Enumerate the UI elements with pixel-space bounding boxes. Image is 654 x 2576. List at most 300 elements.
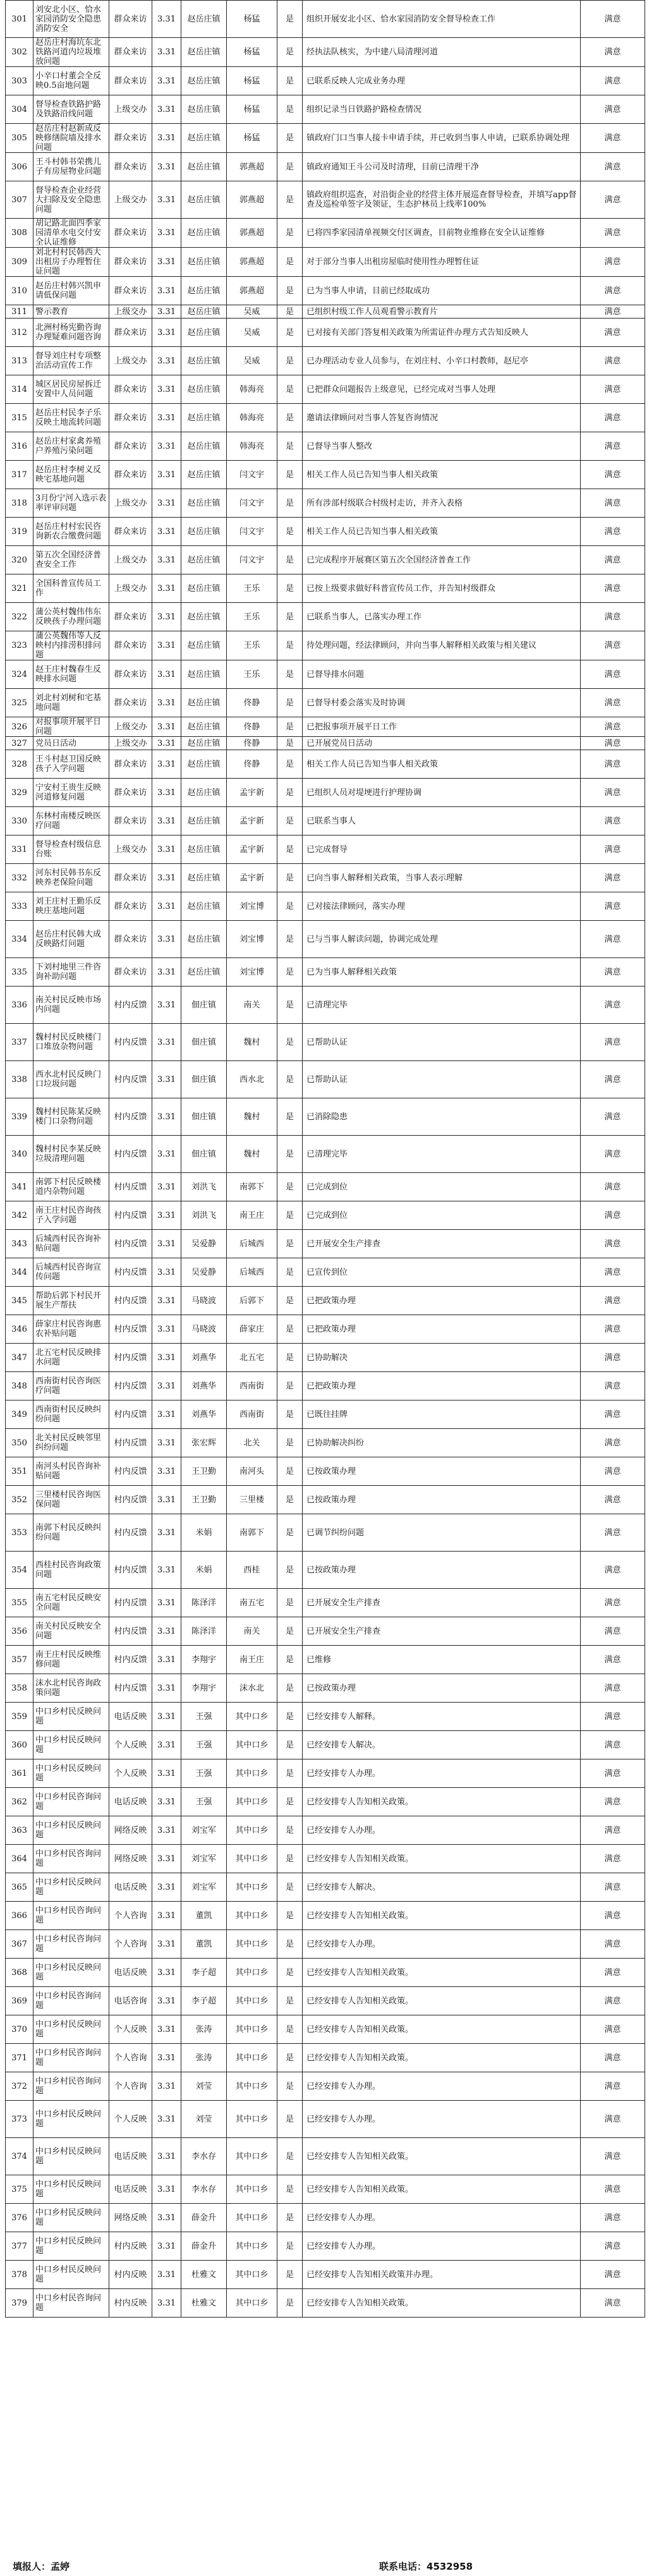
handler-unit-cell: 赵岳庄镇 (181, 95, 227, 124)
handler-unit-cell: 赵岳庄镇 (181, 153, 227, 181)
resolved-cell: 是 (277, 1959, 303, 1987)
satisfaction-cell: 满意 (581, 2138, 645, 2175)
date-cell: 3.31 (152, 1372, 181, 1400)
result-cell: 已经安排专人办理。 (303, 2101, 581, 2138)
source-cell: 村内反馈 (109, 1230, 152, 1258)
issue-cell: 东林村南楼反映医疗问题 (33, 807, 109, 835)
result-cell: 已开展安全生产排查 (303, 1589, 581, 1617)
table-row (6, 95, 645, 124)
table-row (6, 1457, 645, 1486)
resolved-cell: 是 (277, 546, 303, 574)
handler-person-cell: 其中口乡 (227, 1816, 277, 1845)
resolved-cell: 是 (277, 892, 303, 921)
issue-cell: 警示教育 (33, 305, 109, 319)
table-row (6, 2044, 645, 2072)
handler-unit-cell: 吴爱静 (181, 1258, 227, 1287)
handler-unit-cell: 陈泽洋 (181, 1617, 227, 1646)
result-cell: 已经安排专人办理。 (303, 1759, 581, 1788)
table-row (6, 987, 645, 1024)
result-cell: 已按上级要求做好科普宣传员工作，并告知村级群众 (303, 574, 581, 603)
handler-unit-cell: 赵岳庄镇 (181, 807, 227, 835)
result-cell: 已完成到位 (303, 1173, 581, 1201)
issue-cell: 刘北村村民韩西大出租房子办理暂住证问题 (33, 248, 109, 277)
issue-cell: 下刘村地里三件咨询补助问题 (33, 958, 109, 987)
row-number-cell: 329 (6, 779, 33, 807)
handler-person-cell: 闫文宇 (227, 461, 277, 489)
source-cell: 村内反馈 (109, 987, 152, 1024)
satisfaction-cell: 满意 (581, 1617, 645, 1646)
table-row (6, 1201, 645, 1230)
resolved-cell: 是 (277, 1759, 303, 1788)
table-row (6, 1845, 645, 1873)
issue-cell: 赵岳庄村民李子乐反映土地流转问题 (33, 404, 109, 432)
date-cell: 3.31 (152, 95, 181, 124)
resolved-cell: 是 (277, 1098, 303, 1136)
issue-cell: 赵岳庄村赵新成反映修缮院墙及排水问题 (33, 124, 109, 153)
row-number-cell: 330 (6, 807, 33, 835)
handler-unit-cell: 赵岳庄镇 (181, 319, 227, 347)
date-cell: 3.31 (152, 1201, 181, 1230)
resolved-cell: 是 (277, 1344, 303, 1372)
source-cell: 群众来访 (109, 319, 152, 347)
handler-unit-cell: 董凯 (181, 1930, 227, 1959)
row-number-cell: 352 (6, 1486, 33, 1514)
row-number-cell: 319 (6, 518, 33, 546)
result-cell: 已经安排专人告知相关政策。 (303, 2015, 581, 2044)
handler-unit-cell: 赵岳庄镇 (181, 750, 227, 779)
date-cell: 3.31 (152, 2044, 181, 2072)
table-row (6, 1873, 645, 1902)
handler-person-cell: 其中口乡 (227, 2204, 277, 2232)
source-cell: 村内反映 (109, 2232, 152, 2261)
row-number-cell: 324 (6, 660, 33, 689)
satisfaction-cell: 满意 (581, 1845, 645, 1873)
satisfaction-cell: 满意 (581, 1287, 645, 1315)
date-cell: 3.31 (152, 1457, 181, 1486)
source-cell: 个人咨询 (109, 1902, 152, 1930)
handler-unit-cell: 赵岳庄镇 (181, 375, 227, 404)
table-row (6, 779, 645, 807)
issue-cell: 三里楼村民咨询医保问题 (33, 1486, 109, 1514)
row-number-cell: 312 (6, 319, 33, 347)
satisfaction-cell: 满意 (581, 1400, 645, 1429)
resolved-cell: 是 (277, 1788, 303, 1816)
issue-cell: 王斗村韩书荣携儿子有房屋物业问题 (33, 153, 109, 181)
result-cell: 已宣传到位 (303, 1258, 581, 1287)
row-number-cell: 372 (6, 2072, 33, 2101)
satisfaction-cell: 满意 (581, 1902, 645, 1930)
handler-person-cell: 西水北 (227, 1061, 277, 1098)
source-cell: 个人反映 (109, 1759, 152, 1788)
issue-cell: 宁安村王贵生反映河道修复问题 (33, 779, 109, 807)
table-row (6, 2204, 645, 2232)
table-row (6, 1287, 645, 1315)
result-cell: 已经安排专人办理。 (303, 1930, 581, 1959)
row-number-cell: 318 (6, 489, 33, 518)
resolved-cell: 是 (277, 779, 303, 807)
issue-cell: 西南街村民反映纠纷问题 (33, 1400, 109, 1429)
date-cell: 3.31 (152, 1136, 181, 1173)
resolved-cell: 是 (277, 1674, 303, 1703)
row-number-cell: 366 (6, 1902, 33, 1930)
source-cell: 村内反馈 (109, 1514, 152, 1552)
handler-person-cell: 王乐 (227, 631, 277, 660)
resolved-cell: 是 (277, 461, 303, 489)
handler-unit-cell: 薛金升 (181, 2232, 227, 2261)
handler-unit-cell: 佃庄镇 (181, 1061, 227, 1098)
handler-unit-cell: 李水存 (181, 2175, 227, 2204)
table-row (6, 1024, 645, 1061)
result-cell: 已经安排专人告知相关政策。 (303, 2175, 581, 2204)
table-row (6, 432, 645, 461)
handler-person-cell: 其中口乡 (227, 1703, 277, 1731)
source-cell: 村内反馈 (109, 1061, 152, 1098)
issue-cell: 赵岳庄村家禽养殖户养殖污染问题 (33, 432, 109, 461)
date-cell: 3.31 (152, 1061, 181, 1098)
date-cell: 3.31 (152, 319, 181, 347)
resolved-cell: 是 (277, 987, 303, 1024)
resolved-cell: 是 (277, 1902, 303, 1930)
row-number-cell: 302 (6, 38, 33, 67)
table-row (6, 305, 645, 319)
resolved-cell: 是 (277, 958, 303, 987)
satisfaction-cell: 满意 (581, 1372, 645, 1400)
issue-cell: 督导检查村级信息台账 (33, 835, 109, 864)
table-row (6, 1173, 645, 1201)
handler-unit-cell: 赵岳庄镇 (181, 737, 227, 750)
satisfaction-cell: 满意 (581, 1930, 645, 1959)
issue-cell: 对报事项开展平日问题 (33, 717, 109, 737)
satisfaction-cell: 满意 (581, 248, 645, 277)
result-cell: 已经安排专人告知相关政策并办理。 (303, 2261, 581, 2289)
source-cell: 村内反馈 (109, 1344, 152, 1372)
date-cell: 3.31 (152, 153, 181, 181)
handler-unit-cell: 张涛 (181, 2044, 227, 2072)
issue-cell: 中口乡村民反映问题 (33, 1731, 109, 1759)
handler-person-cell: 其中口乡 (227, 1902, 277, 1930)
satisfaction-cell: 满意 (581, 38, 645, 67)
result-cell: 已经安排专人办理。 (303, 2204, 581, 2232)
result-cell: 已按政策办理 (303, 1457, 581, 1486)
handler-unit-cell: 佃庄镇 (181, 1098, 227, 1136)
row-number-cell: 369 (6, 1987, 33, 2015)
table-row (6, 461, 645, 489)
date-cell: 3.31 (152, 1731, 181, 1759)
satisfaction-cell: 满意 (581, 1552, 645, 1589)
row-number-cell: 371 (6, 2044, 33, 2072)
resolved-cell: 是 (277, 2204, 303, 2232)
satisfaction-cell: 满意 (581, 987, 645, 1024)
result-cell: 已对接有关部门答复相关政策为所需证件办理方式告知反映人 (303, 319, 581, 347)
result-cell: 组织记录当日铁路护路检查情况 (303, 95, 581, 124)
table-row (6, 892, 645, 921)
handler-person-cell: 其中口乡 (227, 1987, 277, 2015)
result-cell: 镇政府门口当事人接卡申请手续，并已收到当事人申请，已联系协调处理 (303, 124, 581, 153)
source-cell: 群众来访 (109, 124, 152, 153)
satisfaction-cell: 满意 (581, 660, 645, 689)
handler-person-cell: 杨猛 (227, 67, 277, 95)
result-cell: 已完成程序开展赛区第五次全国经济普查工作 (303, 546, 581, 574)
issue-cell: 西水北村民反映门口垃圾问题 (33, 1061, 109, 1098)
resolved-cell: 是 (277, 2232, 303, 2261)
handler-unit-cell: 赵岳庄镇 (181, 689, 227, 717)
source-cell: 村内反馈 (109, 1646, 152, 1674)
result-cell: 对于部分当事人出租房屋临时使用性办理暂住证 (303, 248, 581, 277)
handler-person-cell: 闫文宇 (227, 546, 277, 574)
row-number-cell: 360 (6, 1731, 33, 1759)
result-cell: 已调节纠纷问题 (303, 1514, 581, 1552)
source-cell: 群众来访 (109, 461, 152, 489)
handler-person-cell: 魏村 (227, 1136, 277, 1173)
row-number-cell: 325 (6, 689, 33, 717)
row-number-cell: 326 (6, 717, 33, 737)
row-number-cell: 338 (6, 1061, 33, 1098)
resolved-cell: 是 (277, 1703, 303, 1731)
satisfaction-cell: 满意 (581, 305, 645, 319)
table-row (6, 835, 645, 864)
row-number-cell: 378 (6, 2261, 33, 2289)
satisfaction-cell: 满意 (581, 689, 645, 717)
table-row (6, 1136, 645, 1173)
row-number-cell: 359 (6, 1703, 33, 1731)
resolved-cell: 是 (277, 248, 303, 277)
row-number-cell: 364 (6, 1845, 33, 1873)
satisfaction-cell: 满意 (581, 2072, 645, 2101)
handler-person-cell: 吴威 (227, 319, 277, 347)
handler-unit-cell: 赵岳庄镇 (181, 219, 227, 248)
satisfaction-cell: 满意 (581, 2015, 645, 2044)
table-row (6, 574, 645, 603)
satisfaction-cell: 满意 (581, 1429, 645, 1457)
source-cell: 村内反映 (109, 2261, 152, 2289)
date-cell: 3.31 (152, 1788, 181, 1816)
source-cell: 村内反馈 (109, 1098, 152, 1136)
source-cell: 群众来访 (109, 958, 152, 987)
handler-unit-cell: 佃庄镇 (181, 1136, 227, 1173)
issue-cell: 督导检查企业经营大扫除及安全隐患问题 (33, 181, 109, 219)
row-number-cell: 343 (6, 1230, 33, 1258)
handler-unit-cell: 赵岳庄镇 (181, 181, 227, 219)
row-number-cell: 349 (6, 1400, 33, 1429)
source-cell: 群众来访 (109, 660, 152, 689)
source-cell: 村内反馈 (109, 1173, 152, 1201)
satisfaction-cell: 满意 (581, 1873, 645, 1902)
handler-unit-cell: 赵岳庄镇 (181, 835, 227, 864)
resolved-cell: 是 (277, 1486, 303, 1514)
issue-cell: 城区居民房屋拆迁安置中人员问题 (33, 375, 109, 404)
row-number-cell: 353 (6, 1514, 33, 1552)
satisfaction-cell: 满意 (581, 2232, 645, 2261)
satisfaction-cell: 满意 (581, 489, 645, 518)
source-cell: 村内反馈 (109, 1136, 152, 1173)
handler-unit-cell: 赵岳庄镇 (181, 124, 227, 153)
source-cell: 群众来访 (109, 153, 152, 181)
handler-person-cell: 王乐 (227, 603, 277, 631)
table-row (6, 1061, 645, 1098)
row-number-cell: 317 (6, 461, 33, 489)
satisfaction-cell: 满意 (581, 574, 645, 603)
result-cell: 已把政策办理 (303, 1372, 581, 1400)
resolved-cell: 是 (277, 1589, 303, 1617)
satisfaction-cell: 满意 (581, 737, 645, 750)
result-cell: 已消除隐患 (303, 1098, 581, 1136)
handler-unit-cell: 王卫勤 (181, 1457, 227, 1486)
date-cell: 3.31 (152, 1674, 181, 1703)
resolved-cell: 是 (277, 181, 303, 219)
source-cell: 村内反映 (109, 2289, 152, 2318)
row-number-cell: 333 (6, 892, 33, 921)
result-cell: 已帮助认证 (303, 1061, 581, 1098)
satisfaction-cell: 满意 (581, 1646, 645, 1674)
table-row (6, 750, 645, 779)
source-cell: 群众来访 (109, 807, 152, 835)
satisfaction-cell: 满意 (581, 1731, 645, 1759)
handler-unit-cell: 赵岳庄镇 (181, 305, 227, 319)
result-cell: 经执法队核实，为中建八局清理河道 (303, 38, 581, 67)
resolved-cell: 是 (277, 2044, 303, 2072)
row-number-cell: 307 (6, 181, 33, 219)
date-cell: 3.31 (152, 1098, 181, 1136)
table-row (6, 518, 645, 546)
handler-unit-cell: 赵岳庄镇 (181, 277, 227, 305)
source-cell: 村内反馈 (109, 1552, 152, 1589)
issue-cell: 南郭下村民反映楼道内杂物问题 (33, 1173, 109, 1201)
satisfaction-cell: 满意 (581, 1, 645, 38)
table-row (6, 864, 645, 892)
result-cell: 已联系反映人完成业务办理 (303, 67, 581, 95)
table-row (6, 2289, 645, 2318)
date-cell: 3.31 (152, 546, 181, 574)
row-number-cell: 361 (6, 1759, 33, 1788)
row-number-cell: 305 (6, 124, 33, 153)
issue-cell: 中口乡村民反映问题 (33, 2101, 109, 2138)
resolved-cell: 是 (277, 835, 303, 864)
row-number-cell: 339 (6, 1098, 33, 1136)
issue-cell: 中口乡村民咨询问题 (33, 1902, 109, 1930)
date-cell: 3.31 (152, 1987, 181, 2015)
date-cell: 3.31 (152, 1646, 181, 1674)
date-cell: 3.31 (152, 1930, 181, 1959)
row-number-cell: 365 (6, 1873, 33, 1902)
handler-person-cell: 佟静 (227, 737, 277, 750)
table-row (6, 1098, 645, 1136)
handler-person-cell: 其中口乡 (227, 1845, 277, 1873)
result-cell: 已把报事项开展平日工作 (303, 717, 581, 737)
handler-unit-cell: 刘燕华 (181, 1372, 227, 1400)
table-row (6, 1552, 645, 1589)
table-row (6, 248, 645, 277)
issue-cell: 南五宅村民反映安全问题 (33, 1589, 109, 1617)
row-number-cell: 367 (6, 1930, 33, 1959)
resolved-cell: 是 (277, 219, 303, 248)
handler-unit-cell: 杜雅文 (181, 2261, 227, 2289)
issue-cell: 中口乡村民反映问题 (33, 1959, 109, 1987)
source-cell: 电话反映 (109, 1873, 152, 1902)
satisfaction-cell: 满意 (581, 958, 645, 987)
source-cell: 村内反馈 (109, 1024, 152, 1061)
result-cell: 相关工作人员已告知当事人相关政策 (303, 518, 581, 546)
issue-cell: 西南街村民咨询医疗问题 (33, 1372, 109, 1400)
handler-person-cell: 西南街 (227, 1400, 277, 1429)
result-cell: 已对接法律顾问，落实办理 (303, 892, 581, 921)
handler-unit-cell: 佃庄镇 (181, 1024, 227, 1061)
issue-cell: 赵岳庄村韩兴凯申请低保问题 (33, 277, 109, 305)
source-cell: 村内反馈 (109, 1457, 152, 1486)
issue-cell: 沫水北村民咨询政策问题 (33, 1674, 109, 1703)
result-cell: 已组织人员对堤埂进行护理协调 (303, 779, 581, 807)
issue-cell: 赵岳庄村海坑东北铁路河道内垃圾堆放问题 (33, 38, 109, 67)
source-cell: 群众来访 (109, 750, 152, 779)
source-cell: 个人反映 (109, 2015, 152, 2044)
table-row (6, 2101, 645, 2138)
handler-person-cell: 佟静 (227, 750, 277, 779)
row-number-cell: 356 (6, 1617, 33, 1646)
handler-person-cell: 南五宅 (227, 1589, 277, 1617)
satisfaction-cell: 满意 (581, 1959, 645, 1987)
handler-person-cell: 其中口乡 (227, 1930, 277, 1959)
source-cell: 群众来访 (109, 603, 152, 631)
issue-cell: 中口乡村民反映问题 (33, 1873, 109, 1902)
row-number-cell: 303 (6, 67, 33, 95)
handler-unit-cell: 赵岳庄镇 (181, 958, 227, 987)
issue-cell: 南王庄村民反映维修问题 (33, 1646, 109, 1674)
issue-cell: 北关村民反映邻里纠纷问题 (33, 1429, 109, 1457)
ledger-table (5, 0, 645, 2318)
source-cell: 上级交办 (109, 574, 152, 603)
satisfaction-cell: 满意 (581, 1816, 645, 1845)
source-cell: 个人反映 (109, 2101, 152, 2138)
row-number-cell: 315 (6, 404, 33, 432)
result-cell: 已为当事人申请，目前已经取成功 (303, 277, 581, 305)
source-cell: 电话反映 (109, 2175, 152, 2204)
handler-unit-cell: 赵岳庄镇 (181, 546, 227, 574)
issue-cell: 中口乡村民咨询问题 (33, 2289, 109, 2318)
result-cell: 已向当事人解释相关政策，当事人表示理解 (303, 864, 581, 892)
handler-person-cell: 其中口乡 (227, 2072, 277, 2101)
issue-cell: 王斗村赵卫国反映孩子入学问题 (33, 750, 109, 779)
table-row (6, 67, 645, 95)
row-number-cell: 336 (6, 987, 33, 1024)
resolved-cell: 是 (277, 1987, 303, 2015)
handler-person-cell: 魏村 (227, 1024, 277, 1061)
resolved-cell: 是 (277, 1552, 303, 1589)
handler-person-cell: 西桂 (227, 1552, 277, 1589)
result-cell: 已将四季家园清单视频交付区调查，目前物业维修在安全认证维修 (303, 219, 581, 248)
result-cell: 已经安排专人告知相关政策。 (303, 2289, 581, 2318)
satisfaction-cell: 满意 (581, 892, 645, 921)
issue-cell: 中口乡村民反映问题 (33, 2138, 109, 2175)
date-cell: 3.31 (152, 2232, 181, 2261)
date-cell: 3.31 (152, 835, 181, 864)
source-cell: 个人咨询 (109, 2072, 152, 2101)
handler-unit-cell: 赵岳庄镇 (181, 347, 227, 375)
date-cell: 3.31 (152, 1759, 181, 1788)
satisfaction-cell: 满意 (581, 807, 645, 835)
issue-cell: 中口乡村民反映问题 (33, 2261, 109, 2289)
resolved-cell: 是 (277, 347, 303, 375)
source-cell: 群众来访 (109, 864, 152, 892)
row-number-cell: 308 (6, 219, 33, 248)
date-cell: 3.31 (152, 864, 181, 892)
row-number-cell: 345 (6, 1287, 33, 1315)
source-cell: 村内反馈 (109, 1315, 152, 1344)
handler-unit-cell: 刘宝军 (181, 1845, 227, 1873)
satisfaction-cell: 满意 (581, 375, 645, 404)
date-cell: 3.31 (152, 277, 181, 305)
satisfaction-cell: 满意 (581, 277, 645, 305)
date-cell: 3.31 (152, 1959, 181, 1987)
date-cell: 3.31 (152, 2101, 181, 2138)
